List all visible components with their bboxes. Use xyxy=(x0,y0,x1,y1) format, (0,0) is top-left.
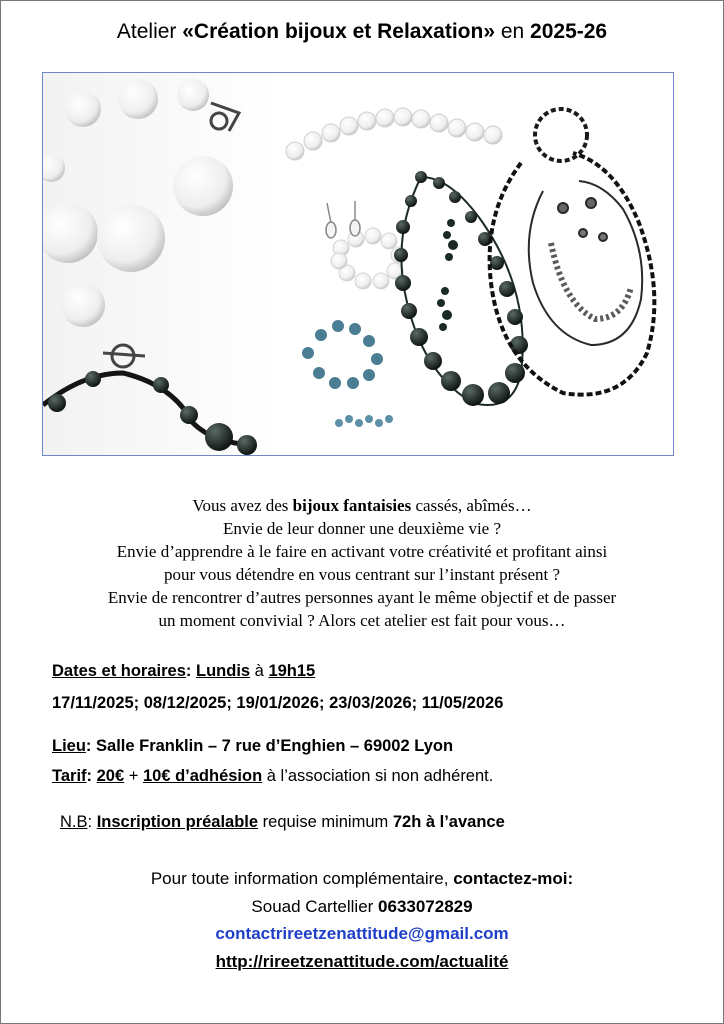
intro-line-3: Envie d’apprendre à le faire en activant votre créativité et profitant ainsi xyxy=(116,542,608,561)
venue-label: Lieu xyxy=(52,737,86,755)
page-title xyxy=(0,20,724,44)
white-earrings xyxy=(326,201,360,238)
price-membership: 10€ d’adhésion xyxy=(142,767,263,785)
intro-line-2: Envie de leur donner une deuxième vie ? xyxy=(222,519,502,538)
title-workshop-name: «Création bijoux et Relaxation» xyxy=(182,20,495,43)
contact-cta: contactez-moi: xyxy=(453,869,574,888)
title-year: 2025-26 xyxy=(530,20,608,43)
note-line: N.B: Inscription préalable requise minimum 72h à l’avance xyxy=(60,813,505,831)
contact-person xyxy=(0,897,724,917)
schedule-label: Dates et horaires xyxy=(52,662,186,680)
title-prefix: Atelier xyxy=(116,20,183,43)
black-bead-necklace xyxy=(394,171,528,406)
venue-line: Lieu: Salle Franklin – 7 rue d’Enghien – 69002 Lyon xyxy=(52,737,454,755)
intro-line-4: pour vous détendre en vous centrant sur l’instant présent ? xyxy=(163,565,561,584)
white-bead-necklace xyxy=(286,108,502,160)
intro-line-5: Envie de rencontrer d’autres personnes ayant le même objectif et de passer xyxy=(107,588,617,607)
schedule-dates: 17/11/2025; 08/12/2025; 19/01/2026; 23/03/2026; 11/05/2026 xyxy=(52,694,504,712)
contact-phone[interactable]: 0633072829 xyxy=(378,897,473,916)
note-registration: Inscription préalable xyxy=(96,813,259,831)
intro-text xyxy=(0,494,724,632)
schedule-day: Lundis xyxy=(196,662,251,680)
contact-url-line xyxy=(0,952,724,972)
note-deadline: 72h à l’avance xyxy=(392,813,505,831)
schedule-line: Dates et horaires: Lundis à 19h15 xyxy=(52,662,316,680)
contact-intro: Pour toute information complémentaire, contactez-moi: xyxy=(150,869,574,888)
turquoise-bracelet xyxy=(302,320,383,389)
note-label: N.B xyxy=(60,813,88,831)
venue-address: Salle Franklin – 7 rue d’Enghien – 69002 Lyon xyxy=(96,737,454,755)
black-chain-bracelet xyxy=(535,109,587,161)
schedule-time: 19h15 xyxy=(268,662,316,680)
intro-line-1: Vous avez des bijoux fantaisies cassés, abîmés… xyxy=(192,496,532,515)
intro-emphasis: bijoux fantaisies xyxy=(292,496,412,515)
black-silver-set xyxy=(529,181,642,345)
contact-name: Souad Cartellier xyxy=(251,897,379,916)
black-twisted-necklace xyxy=(490,153,655,395)
black-earrings xyxy=(437,219,458,331)
jewelry-photo-illustration xyxy=(43,73,673,455)
price-label: Tarif xyxy=(52,767,87,785)
price-line: Tarif: 20€ + 10€ d’adhésion à l’association si non adhérent. xyxy=(52,767,494,785)
price-amount: 20€ xyxy=(96,767,125,785)
contact-email-link[interactable]: contactrireetzenattitude@gmail.com xyxy=(215,924,509,943)
turquoise-earrings xyxy=(335,415,393,427)
contact-email-line xyxy=(0,924,724,944)
title-middle: en xyxy=(495,20,531,43)
jewelry-photo xyxy=(42,72,674,456)
website-link[interactable]: http://rireetzenattitude.com/actualité xyxy=(215,952,509,971)
intro-line-6: un moment convivial ? Alors cet atelier est fait pour vous… xyxy=(158,611,566,630)
